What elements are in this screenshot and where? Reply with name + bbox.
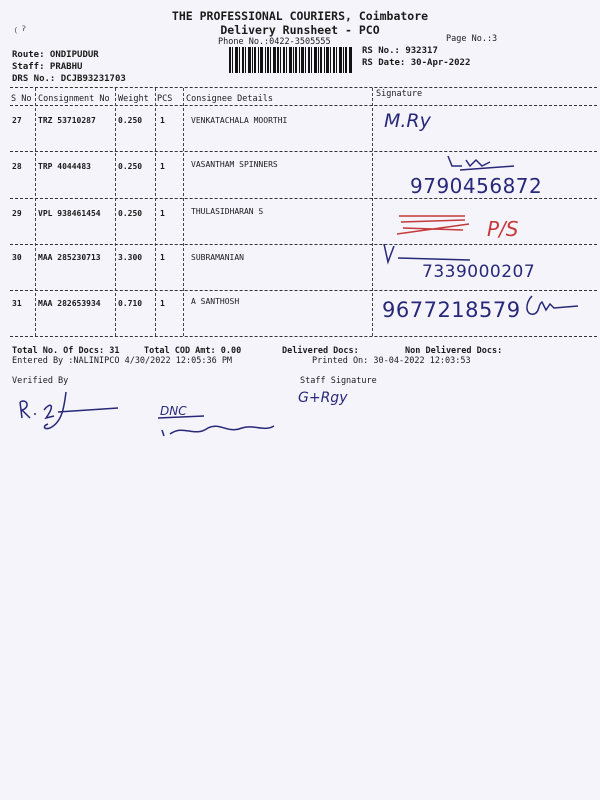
row-signature: 7339000207: [422, 262, 536, 282]
row-rule: [10, 198, 597, 199]
col-divider: [183, 88, 184, 336]
dnc-note: DNC: [160, 404, 187, 418]
col-header-weight: Weight: [118, 94, 149, 104]
row-sno: 31: [12, 299, 22, 308]
row-weight: 3.300: [118, 253, 143, 262]
row-signature: 9677218579: [382, 298, 521, 322]
table-bottom-rule: [10, 336, 597, 337]
header-bottom-rule: [10, 105, 597, 106]
row-sno: 27: [12, 116, 22, 125]
row-signature: 9790456872: [410, 174, 543, 198]
non-delivered-docs: Non Delivered Docs:: [405, 346, 503, 356]
company-title: THE PROFESSIONAL COURIERS, Coimbatore: [171, 9, 429, 23]
row-weight: 0.250: [118, 116, 143, 125]
drs-number: DRS No.: DCJB93231703: [12, 74, 126, 84]
col-header-sno: S No: [11, 94, 32, 104]
total-cod: Total COD Amt: 0.00: [144, 346, 242, 356]
row-sno: 30: [12, 253, 22, 262]
row-consignment: TRP 4044483: [38, 162, 91, 171]
struck-out-mark: [395, 212, 475, 238]
staff-signature: G+Rgy: [298, 390, 348, 406]
col-divider: [35, 88, 36, 336]
row-consignee: THULASIDHARAN S: [191, 207, 264, 216]
col-header-consignment: Consignment No: [38, 94, 110, 104]
row-consignment: MAA 282653934: [38, 299, 101, 308]
row-rule: [10, 244, 597, 245]
runsheet-subtitle: Delivery Runsheet - PCO: [220, 23, 380, 37]
printed-on: Printed On: 30-04-2022 12:03:53: [312, 356, 471, 366]
row-pcs: 1: [160, 209, 165, 218]
row-rule: [10, 290, 597, 291]
row-sno: 28: [12, 162, 22, 171]
row-signature: P/S: [487, 217, 519, 241]
corner-mark: ⁽ˀ: [12, 26, 28, 41]
entered-by: Entered By :NALINIPCO 4/30/2022 12:05:36 PM: [12, 356, 233, 366]
row-consignee: A SANTHOSH: [191, 297, 240, 306]
table-top-rule: [10, 87, 597, 88]
row-sno: 29: [12, 209, 22, 218]
rs-date: RS Date: 30-Apr-2022: [362, 58, 471, 68]
total-docs: Total No. Of Docs: 31: [12, 346, 120, 356]
row-signature: M.Ry: [384, 110, 431, 132]
col-divider: [155, 88, 156, 336]
row-weight: 0.250: [118, 162, 143, 171]
row-pcs: 1: [160, 299, 165, 308]
row-consignee: VENKATACHALA MOORTHI: [191, 116, 288, 125]
col-header-signature: Signature: [376, 89, 423, 99]
verified-by-label: Verified By: [12, 376, 69, 386]
row-weight: 0.250: [118, 209, 143, 218]
signature-scribble: [154, 416, 280, 442]
delivered-docs: Delivered Docs:: [282, 346, 359, 356]
barcode: [229, 47, 352, 73]
phone-number: Phone No.:0422-3505555: [218, 37, 331, 47]
row-consignment: TRZ 53710287: [38, 116, 96, 125]
page-number: Page No.:3: [446, 34, 498, 44]
signature-scribble: [522, 292, 582, 322]
route-label: Route: ONDIPUDUR: [12, 50, 99, 60]
verifier-signature: [14, 388, 134, 436]
row-consignment: MAA 285230713: [38, 253, 101, 262]
col-header-consignee: Consignee Details: [186, 94, 273, 104]
rs-number: RS No.: 932317: [362, 46, 438, 56]
row-weight: 0.710: [118, 299, 143, 308]
col-divider: [372, 88, 373, 336]
row-consignee: SUBRAMANIAN: [191, 253, 244, 262]
row-pcs: 1: [160, 253, 165, 262]
row-consignment: VPL 938461454: [38, 209, 101, 218]
col-header-pcs: PCS: [157, 94, 173, 104]
staff-signature-label: Staff Signature: [300, 376, 377, 386]
row-consignee: VASANTHAM SPINNERS: [191, 160, 278, 169]
staff-label: Staff: PRABHU: [12, 62, 83, 72]
row-pcs: 1: [160, 116, 165, 125]
row-pcs: 1: [160, 162, 165, 171]
col-divider: [115, 88, 116, 336]
